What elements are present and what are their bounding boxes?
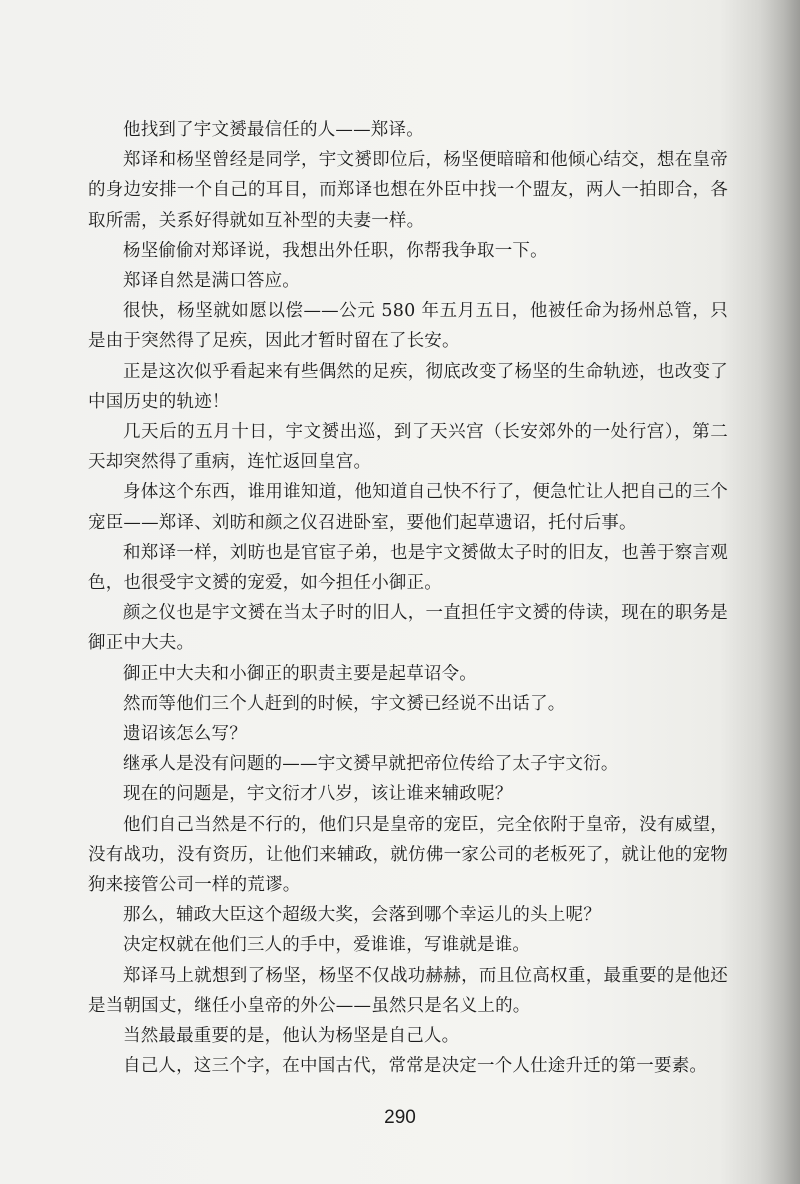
paragraph: 颜之仪也是宇文赟在当太子时的旧人，一直担任宇文赟的侍读，现在的职务是御正中大夫。: [88, 603, 728, 654]
paragraph: 正是这次似乎看起来有些偶然的足疾，彻底改变了杨坚的生命轨迹，也改变了中国历史的轨迹！: [88, 361, 728, 412]
paragraph: 很快，杨坚就如愿以偿——公元 580 年五月五日，他被任命为扬州总管，只是由于突然得了足疾，因此才暂时留在了长安。: [88, 301, 728, 352]
body-text: [88, 115, 728, 1082]
paragraph: 杨坚偷偷对郑译说，我想出外任职，你帮我争取一下。: [123, 240, 548, 261]
paragraph: 郑译自然是满口答应。: [123, 271, 300, 292]
paragraph: 那么，辅政大臣这个超级大奖，会落到哪个幸运儿的头上呢？: [123, 905, 601, 926]
paragraph: 自己人，这三个字，在中国古代，常常是决定一个人仕途升迁的第一要素。: [123, 1056, 708, 1077]
page-number: 290: [384, 1107, 416, 1128]
paragraph: 他找到了宇文赟最信任的人——郑译。: [123, 120, 424, 140]
paragraph: 现在的问题是，宇文衍才八岁，该让谁来辅政呢？: [123, 784, 513, 805]
paragraph: 御正中大夫和小御正的职责主要是起草诏令。: [123, 663, 477, 684]
paragraph: 他们自己当然是不行的，他们只是皇帝的宠臣，完全依附于皇帝，没有威望，没有战功，没有资历，让他们来辅政，就仿佛一家公司的老板死了，就让他的宠物狗来接管公司一样的荒谬。: [88, 814, 728, 896]
paragraph: 继承人是没有问题的——宇文赟早就把帝位传给了太子宇文衍。: [123, 754, 619, 775]
paragraph: 当然最最重要的是，他认为杨坚是自己人。: [123, 1026, 460, 1047]
paragraph: 遗诏该怎么写？: [123, 724, 247, 745]
paragraph: 身体这个东西，谁用谁知道，他知道自己快不行了，便急忙让人把自己的三个宠臣——郑译、刘昉和颜之仪召进卧室，要他们起草遗诏，托付后事。: [88, 482, 728, 533]
page-edge-shadow: [760, 0, 800, 1184]
paragraph: 郑译马上就想到了杨坚，杨坚不仅战功赫赫，而且位高权重，最重要的是他还是当朝国丈，继任小皇帝的外公——虽然只是名义上的。: [88, 965, 728, 1016]
paragraph: 几天后的五月十日，宇文赟出巡，到了天兴宫（长安郊外的一处行宫），第二天却突然得了重病，连忙返回皇宫。: [88, 422, 728, 473]
paragraph: 决定权就在他们三人的手中，爱谁谁，写谁就是谁。: [123, 935, 531, 956]
paragraph: 然而等他们三个人赶到的时候，宇文赟已经说不出话了。: [123, 693, 566, 714]
paragraph: 郑译和杨坚曾经是同学，宇文赟即位后，杨坚便暗暗和他倾心结交，想在皇帝的身边安排一个自己的耳目，而郑译也想在外臣中找一个盟友，两人一拍即合，各取所需，关系好得就如互补型的夫妻一样。: [88, 150, 728, 231]
paragraph: 和郑译一样，刘昉也是官宦子弟，也是宇文赟做太子时的旧友，也善于察言观色，也很受宇文赟的宠爱，如今担任小御正。: [88, 542, 728, 594]
